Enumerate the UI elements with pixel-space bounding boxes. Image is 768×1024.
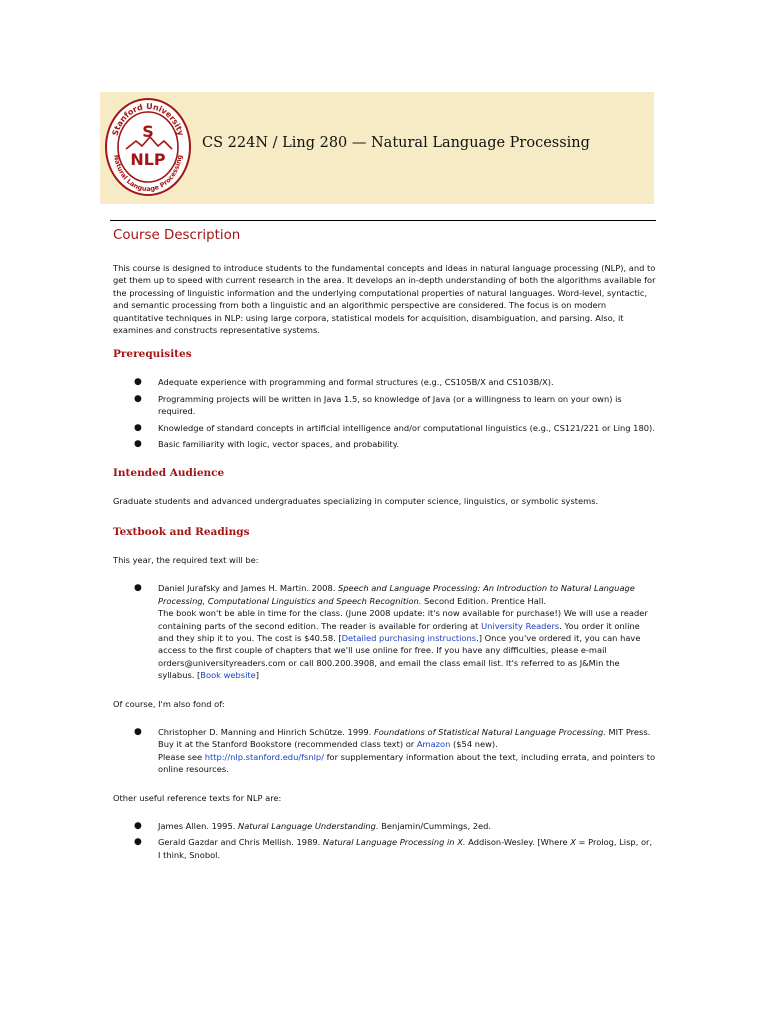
required-text-list (113, 582, 657, 681)
fond-intro: Of course, I'm also fond of: (113, 698, 225, 709)
list-item: ● Daniel Jurafsky and James H. Martin. 2008. Speech and Language Processing: An Introduction to Natural Language Processing, Computational Linguistics and Speech Recognition. Second Edition. Prentice Hall. The book won't be able in time for the class. (June 2008 update: it's now available for purchase!) We will use a reader containing parts of the second edition. The reader is available for ordering at University Readers. You order it online and they ship it to you. The cost is $40.58. [Detailed purchasing instructions.] Once you've ordered it, you can have access to the first couple of chapters that we'll use online for free. If you have any difficulties, please e-mail orders@universityreaders.com or call 800.200.3908, and email the class email list. It's referred to as J&Min the syllabus. [Book website] (134, 583, 648, 681)
intended-audience-text: Graduate students and advanced undergraduates specializing in computer science, linguistics, or symbolic systems. (113, 496, 599, 507)
other-references-list (113, 820, 657, 861)
svg-text:NLP: NLP (130, 150, 166, 169)
list-item: ● Gerald Gazdar and Chris Mellish. 1989. Natural Language Processing in X. Addison-Wesley. [Where X = Prolog, Lisp, or, I think, Snobol. (134, 837, 653, 860)
university-readers-link[interactable]: University Readers (481, 620, 560, 631)
list-item: ● Programming projects will be written in Java 1.5, so knowledge of Java (or a willingness to learn on your own) is required. (134, 393, 622, 417)
header-divider (110, 220, 656, 221)
header-banner (100, 92, 654, 204)
textbook-heading: Textbook and Readings (113, 525, 250, 538)
bullet-icon: ● (134, 422, 142, 433)
list-item: ● Knowledge of standard concepts in artificial intelligence and/or computational linguistics (e.g., CS121/221 or Ling 180). (134, 422, 655, 433)
bullet-icon: ● (134, 837, 142, 848)
svg-text:S: S (142, 122, 154, 141)
bullet-icon: ● (134, 393, 142, 404)
list-item: ● Christopher D. Manning and Hinrich Schütze. 1999. Foundations of Statistical Natural Language Processing. MIT Press. Buy it at the Stanford Bookstore (recommended class text) or Amazon ($54 new). Please see http://nlp.stanford.edu/fsnlp/ for supplementary information about the text, including errata, and pointers to online resources. (134, 726, 656, 775)
bullet-icon: ● (134, 377, 142, 388)
svg-text:Stanford University: Stanford University (110, 101, 186, 137)
page-title: CS 224N / Ling 280 — Natural Language Processing (202, 135, 590, 151)
amazon-link[interactable]: Amazon (416, 739, 451, 750)
book-title: Natural Language Processing in X. (322, 837, 466, 848)
svg-text:Natural Language Processing: Natural Language Processing (112, 154, 184, 194)
fsnlp-link[interactable]: http://nlp.stanford.edu/fsnlp/ (204, 751, 324, 762)
other-references-intro: Other useful reference texts for NLP are: (113, 792, 282, 803)
textbook-intro: This year, the required text will be: (113, 554, 259, 565)
main-content (113, 227, 657, 861)
list-item: ● Adequate experience with programming and formal structures (e.g., CS105B/X and CS103B/X). (134, 377, 554, 388)
course-description-heading: Course Description (113, 228, 241, 243)
list-item: ● Basic familiarity with logic, vector spaces, and probability. (134, 439, 400, 450)
bullet-icon: ● (134, 439, 142, 450)
prerequisites-list (113, 376, 657, 450)
bullet-icon: ● (134, 726, 142, 737)
prerequisites-heading: Prerequisites (113, 348, 192, 361)
list-item: ● James Allen. 1995. Natural Language Understanding. Benjamin/Cummings, 2ed. (134, 820, 492, 831)
book-title: Foundations of Statistical Natural Language Processing. (373, 726, 606, 737)
intended-audience-heading: Intended Audience (113, 467, 225, 480)
fond-list (113, 726, 657, 776)
book-title: Speech and Language Processing: An Introduction to Natural Language Processing, Computational Linguistics and Speech Recognition. (158, 583, 635, 606)
purchasing-instructions-link[interactable]: Detailed purchasing instructions (341, 632, 477, 643)
book-title: Natural Language Understanding. (238, 820, 379, 831)
stanford-nlp-logo (104, 97, 192, 197)
bullet-icon: ● (134, 583, 142, 594)
book-website-link[interactable]: Book website (200, 670, 256, 681)
course-description-text: This course is designed to introduce students to the fundamental concepts and ideas in natural language processing (NLP), and to get them up to speed with current research in the area. It develops an in-depth understanding of both the algorithms available for the processing of linguistic information and the underlying computational properties of natural languages. Word-level, syntactic, and semantic processing from both a linguistic and an algorithmic perspective are considered. The focus is on modern quantitative techniques in NLP: using large corpora, statistical models for acquisition, disambiguation, and parsing. Also, it examines and constructs representative systems. (113, 263, 656, 336)
bullet-icon: ● (134, 820, 142, 831)
